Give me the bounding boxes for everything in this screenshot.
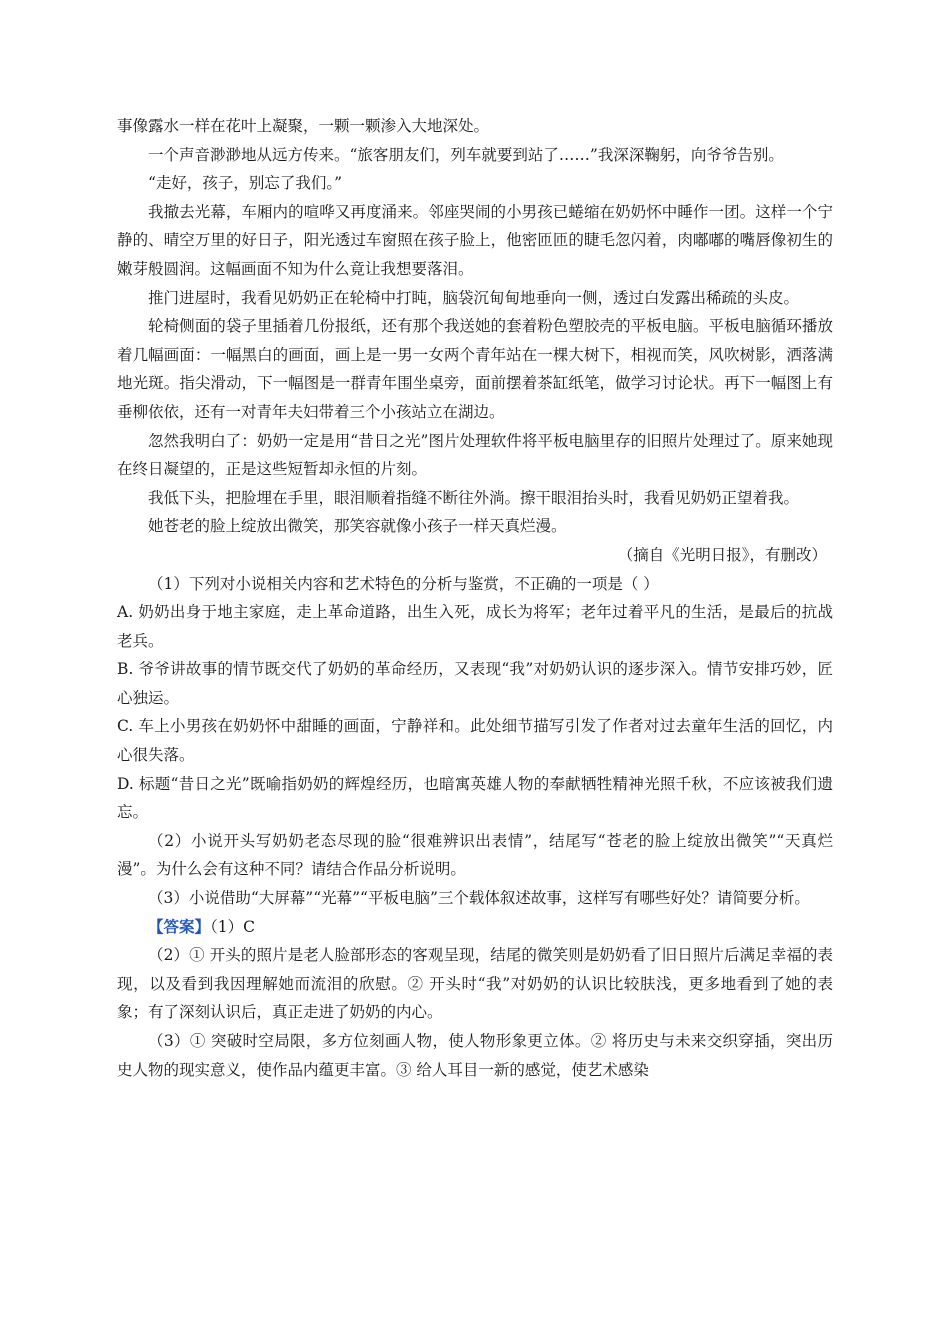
story-paragraph: 一个声音渺渺地从远方传来。“旅客朋友们，列车就要到站了……”我深深鞠躬，向爷爷告别。 [148, 145, 784, 164]
option-b: B. 爷爷讲故事的情节既交代了奶奶的革命经历，又表现“我”对奶奶认识的逐步深入。情节安排巧妙，匠心独运。 [117, 660, 833, 707]
option-d: D. 标题“昔日之光”既喻指奶奶的辉煌经历，也暗寓英雄人物的奉献牺牲精神光照千秋，不应该被我们遗忘。 [117, 774, 833, 822]
answer-section [117, 913, 833, 1085]
option-c: C. 车上小男孩在奶奶怀中甜睡的画面，宁静祥和。此处细节描写引发了作者对过去童年生活的回忆，内心很失落。 [117, 717, 833, 765]
story-paragraph: 我撤去光幕，车厢内的喧哗又再度涌来。邻座哭闹的小男孩已蜷缩在奶奶怀中睡作一团。这样一个宁静的、晴空万里的好日子，阳光透过车窗照在孩子脸上，他密匝匝的睫毛忽闪着，肉嘟嘟的嘴唇像初生的嫩芽般圆润。这幅画面不知为什么竟让我想要落泪。 [117, 202, 833, 278]
question-1: （1）下列对小说相关内容和艺术特色的分析与鉴赏，不正确的一项是（ ） [148, 574, 659, 593]
story-body [117, 112, 833, 570]
answer-label: 【答案】 [148, 916, 211, 936]
story-paragraph: 忽然我明白了：奶奶一定是用“昔日之光”图片处理软件将平板电脑里存的旧照片处理过了。原来她现在终日凝望的，正是这些短暂却永恒的片刻。 [117, 431, 833, 479]
story-paragraph: 推门进屋时，我看见奶奶正在轮椅中打盹，脑袋沉甸甸地垂向一侧，透过白发露出稀疏的头皮。 [148, 288, 800, 307]
story-paragraph: 我低下头，把脸埋在手里，眼泪顺着指缝不断往外淌。擦干眼泪抬头时，我看见奶奶正望着我。 [148, 488, 800, 507]
answer-3: （3）① 突破时空局限，多方位刻画人物，使人物形象更立体。② 将历史与未来交织穿插，突出历史人物的现实意义，使作品内蕴更丰富。③ 给人耳目一新的感觉，使艺术感染 [117, 1032, 833, 1079]
source-citation: （摘自《光明日报》，有删改） [617, 545, 827, 564]
answer-line [117, 913, 833, 942]
document-page [117, 112, 833, 1084]
option-a: A. 奶奶出身于地主家庭，走上革命道路，出生入死，成长为将军；老年过着平凡的生活，是最后的抗战老兵。 [117, 603, 833, 650]
story-paragraph: 轮椅侧面的袋子里插着几份报纸，还有那个我送她的套着粉色塑胶壳的平板电脑。平板电脑循环播放着几幅画面：一幅黑白的画面，画上是一男一女两个青年站在一棵大树下，相视而笑，风吹树影，洒落满地光斑。指尖滑动，下一幅图是一群青年围坐桌旁，面前摆着茶缸纸笔，做学习讨论状。再下一幅图上有垂柳依依，还有一对青年夫妇带着三个小孩站立在湖边。 [117, 317, 833, 421]
story-paragraph: 她苍老的脸上绽放出微笑，那笑容就像小孩子一样天真烂漫。 [148, 517, 567, 536]
answer-1: （1）C [210, 917, 255, 936]
question-2: （2）小说开头写奶奶老态尽现的脸“很难辨识出表情”，结尾写“苍老的脸上绽放出微笑”“天真烂漫”。为什么会有这种不同？请结合作品分析说明。 [117, 831, 833, 879]
story-paragraph: “走好，孩子，别忘了我们。” [148, 174, 343, 193]
story-paragraph: 事像露水一样在花叶上凝聚，一颗一颗渗入大地深处。 [117, 117, 490, 135]
question-3: （3）小说借助“大屏幕”“光幕”“平板电脑”三个载体叙述故事，这样写有哪些好处？请简要分析。 [148, 889, 810, 908]
answer-2: （2）① 开头的照片是老人脸部形态的客观呈现，结尾的微笑则是奶奶看了旧日照片后满足幸福的表现，以及看到我因理解她而流泪的欣慰。② 开头时“我”对奶奶的认识比较肤浅，更多地看到了她的表象；有了深刻认识后，真正走进了奶奶的内心。 [117, 946, 833, 1022]
questions-section [117, 570, 833, 913]
